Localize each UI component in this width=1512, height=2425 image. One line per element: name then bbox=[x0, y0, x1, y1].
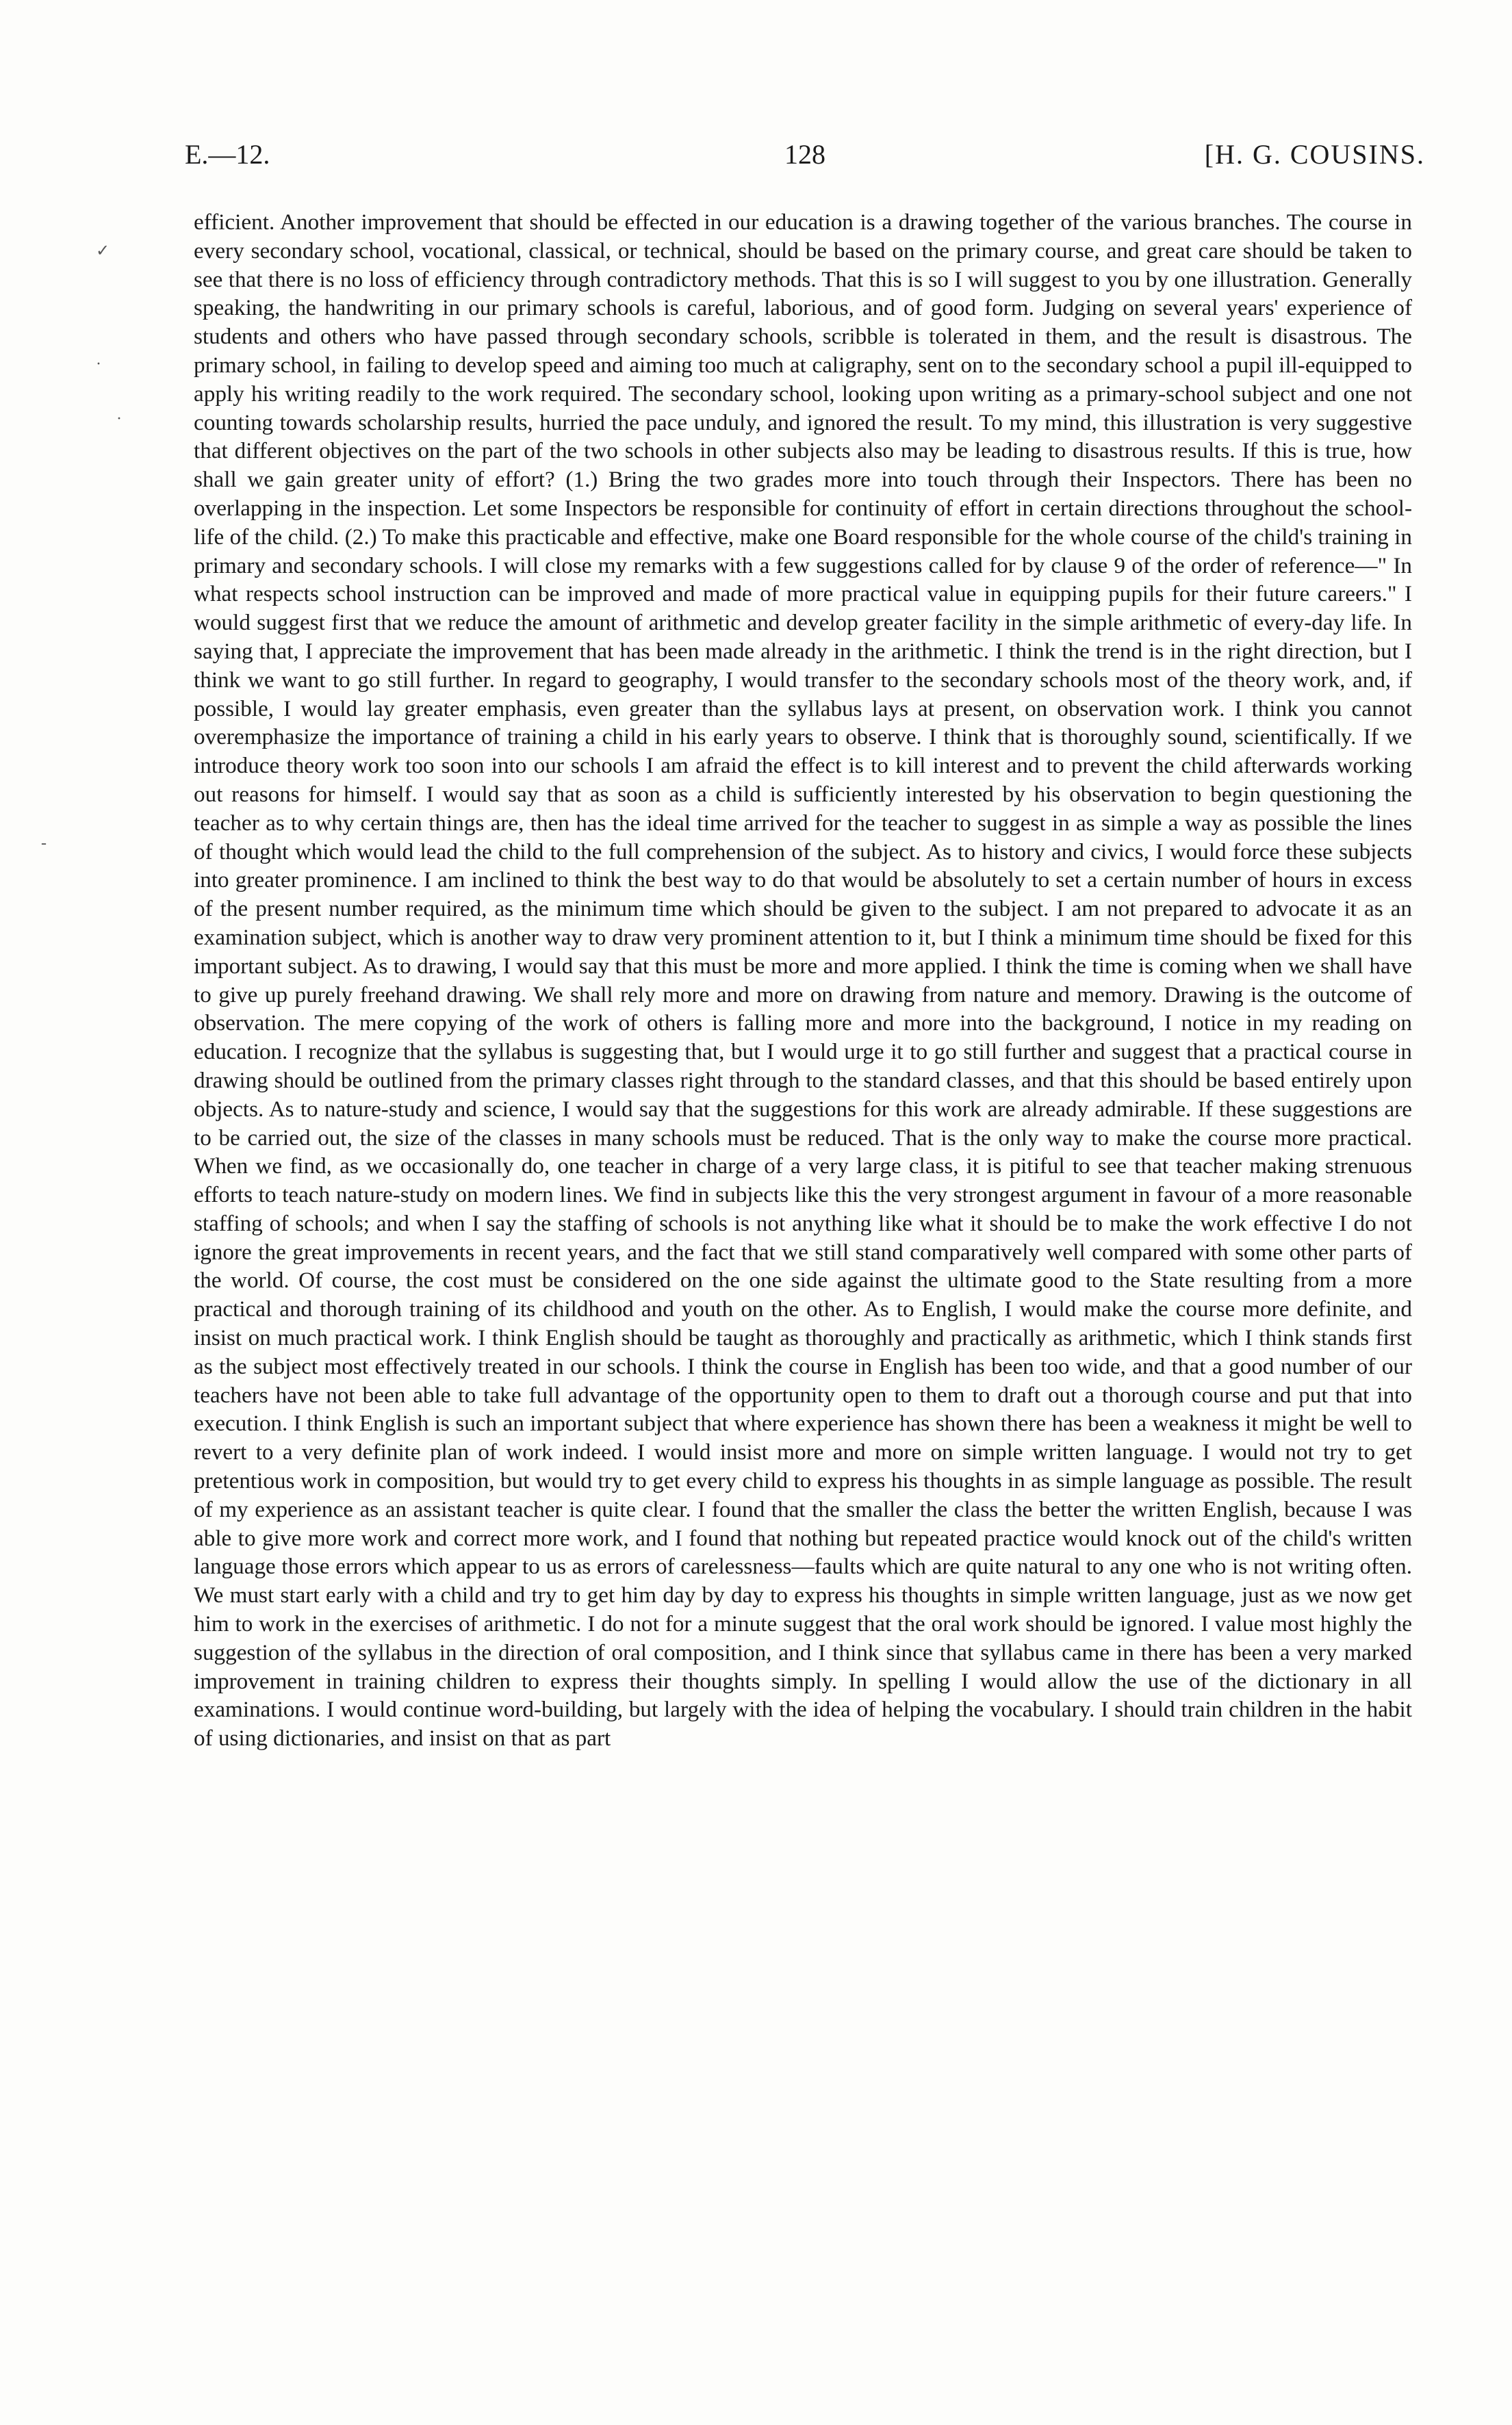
margin-mark: ✓ bbox=[96, 242, 110, 260]
page-number: 128 bbox=[784, 139, 825, 170]
page-header bbox=[185, 134, 1425, 175]
margin-mark: · bbox=[96, 355, 101, 373]
margin-mark: · bbox=[116, 410, 122, 428]
margin-mark: - bbox=[41, 834, 47, 852]
body-text: efficient. Another improvement that should be effected in our education is a drawing together of the various branches. The course in every secondary school, vocational, classical, or technical, should be based on the primary course, and great care should be taken to see that there is no loss of efficiency through contradictory methods. That this is so I will suggest to you by one illustration. Generally speaking, the handwriting in our primary schools is careful, laborious, and of good form. Judging on several years' experience of students and others who have passed through secondary schools, scribble is tolerated in them, and the result is disastrous. The primary school, in failing to develop speed and aiming too much at caligraphy, sent on to the secondary school a pupil ill-equipped to apply his writing readily to the work required. The secondary school, looking upon writing as a primary-school subject and one not counting towards scholarship results, hurried the pace unduly, and ignored the result. To my mind, this illustration is very suggestive that different objectives on the part of the two schools in other subjects also may be leading to disastrous results. If this is true, how shall we gain greater unity of effort? (1.) Bring the two grades more into touch through their Inspectors. There has been no overlapping in the inspection. Let some Inspectors be responsible for continuity of effort in certain directions throughout the school-life of the child. (2.) To make this practicable and effective, make one Board responsible for the whole course of the child's training in primary and secondary schools. I will close my remarks with a few suggestions called for by clause 9 of the order of reference—" In what respects school instruction can be improved and made of more practical value in equipping pupils for their future careers." I would suggest first that we reduce the amount of arithmetic and develop greater facility in the simple arithmetic of every-day life. In saying that, I appreciate the improvement that has been made already in the arithmetic. I think the trend is in the right direction, but I think we want to go still further. In regard to geography, I would transfer to the secondary schools most of the theory work, and, if possible, I would lay greater emphasis, even greater than the syllabus lays at present, on observation work. I think you cannot overemphasize the importance of training a child in his early years to observe. I think that is thoroughly sound, scientifically. If we introduce theory work too soon into our schools I am afraid the effect is to kill interest and to prevent the child afterwards working out reasons for himself. I would say that as soon as a child is sufficiently interested by his observation to begin questioning the teacher as to why certain things are, then has the ideal time arrived for the teacher to suggest in as simple a way as possible the lines of thought which would lead the child to the full comprehension of the subject. As to history and civics, I would force these subjects into greater prominence. I am inclined to think the best way to do that would be absolutely to set a certain number of hours in excess of the present number required, as the minimum time which should be given to the subject. I am not prepared to advocate it as an examination subject, which is another way to draw very prominent attention to it, but I think a minimum time should be fixed for this important subject. As to drawing, I would say that this must be more and more applied. I think the time is coming when we shall have to give up purely freehand drawing. We shall rely more and more on drawing from nature and memory. Drawing is the outcome of observation. The mere copying of the work of others is falling more and more into the background, I notice in my reading on education. I recognize that the syllabus is suggesting that, but I would urge it to go still further and suggest that a practical course in drawing should be outlined from the primary classes right through to the standard classes, and that this should be based entirely upon objects. As to nature-study and science, I would say that the suggestions for this work are already admirable. If these suggestions are to be carried out, the size of the classes in many schools must be reduced. That is the only way to make the course more practical. When we find, as we occasionally do, one teacher in charge of a very large class, it is pitiful to see that teacher making strenuous efforts to teach nature-study on modern lines. We find in subjects like this the very strongest argument in favour of a more reasonable staffing of schools; and when I say the staffing of schools is not anything like what it should be to make the work effective I do not ignore the great improvements in recent years, and the fact that we still stand comparatively well compared with some other parts of the world. Of course, the cost must be considered on the one side against the ultimate good to the State resulting from a more practical and thorough training of its childhood and youth on the other. As to English, I would make the course more definite, and insist on much practical work. I think English should be taught as thoroughly and practically as arithmetic, which I think stands first as the subject most effectively treated in our schools. I think the course in English has been too wide, and that a good number of our teachers have not been able to take full advantage of the opportunity open to them to draft out a thorough course and put that into execution. I think English is such an important subject that where experience has shown there has been a weakness it might be well to revert to a very definite plan of work indeed. I would insist more and more on simple written language. I would not try to get pretentious work in composition, but would try to get every child to express his thoughts in as simple language as possible. The result of my experience as an assistant teacher is quite clear. I found that the smaller the class the better the written English, because I was able to give more work and correct more work, and I found that nothing but repeated practice would knock out of the child's written language those errors which appear to us as errors of carelessness—faults which are quite natural to any one who is not writing often. We must start early with a child and try to get him day by day to express his thoughts in simple written language, just as we now get him to work in the exercises of arithmetic. I do not for a minute suggest that the oral work should be ignored. I value most highly the suggestion of the syllabus in the direction of oral composition, and I think since that syllabus came in there has been a very marked improvement in training children to express their thoughts simply. In spelling I would allow the use of the dictionary in all examinations. I would continue word-building, but largely with the idea of helping the vocabulary. I should train children in the habit of using dictionaries, and insist on that as part bbox=[194, 209, 1412, 1752]
speaker-name: [H. G. COUSINS. bbox=[1204, 139, 1425, 170]
document-reference: E.—12. bbox=[185, 139, 270, 170]
